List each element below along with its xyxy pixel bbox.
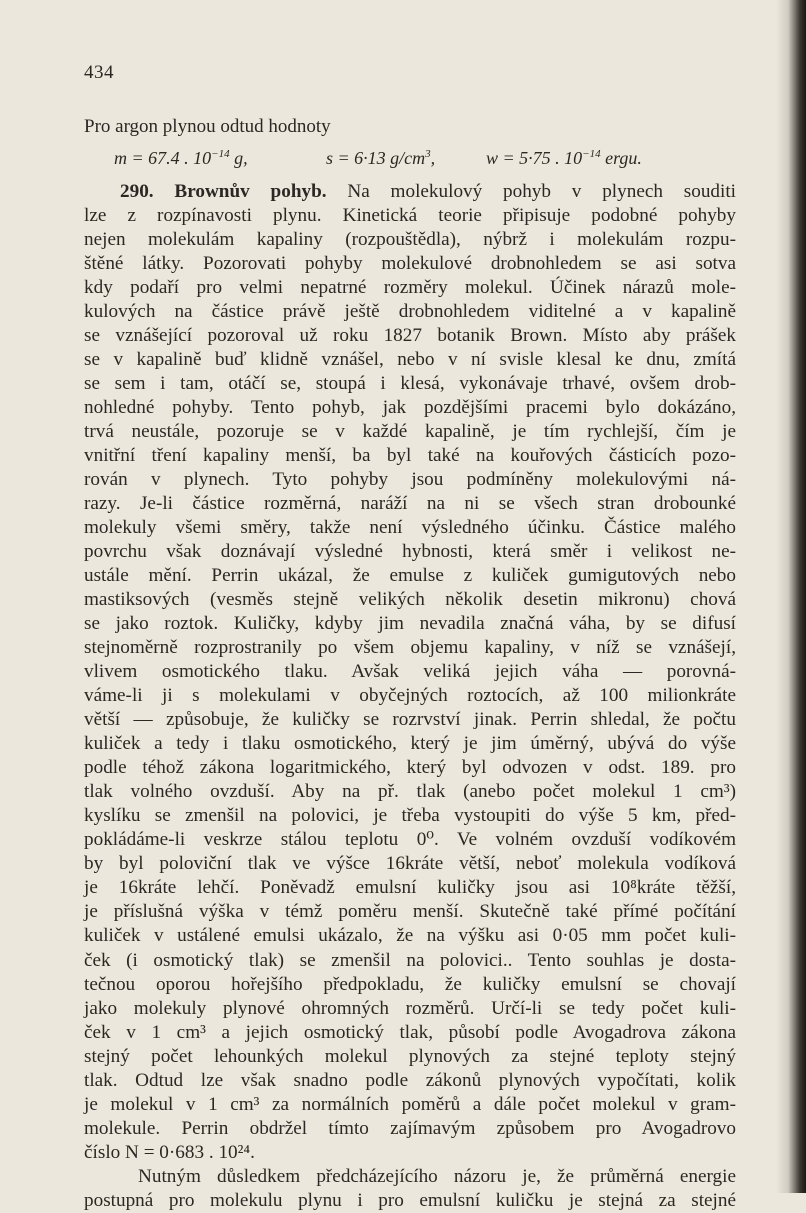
section-heading-line — [84, 180, 736, 204]
formula-energy: w = 5·75 . $10^{-14}$ ergu. — [486, 148, 642, 168]
text-line: jako molekuly plynové ohromných rozměrů. Určí-li se tedy počet kuli- — [84, 997, 736, 1019]
text-line: by byl poloviční tlak ve výšce 16kráte větší, neboť molekula vodíková — [84, 853, 736, 875]
text-line: kuliček a tedy i tlaku osmotického, který je jim úměrný, ubývá do výše — [84, 733, 736, 755]
text-line: Nutným důsledkem předcházejícího názoru je, že průměrná energie — [138, 1165, 736, 1187]
text-line: pokládáme-li veskrze stálou teplotu 0⁰. Ve volném ovzduší vodíkovém — [84, 829, 736, 851]
section-first-line: Na molekulový pohyb v plynech souditi — [347, 181, 736, 202]
text-line: razy. Je-li částice rozměrná, naráží na ni se všech stran drobounké — [84, 493, 736, 515]
text-line: nohledné pohyby. Tento pohyb, jak pozdějšími pracemi bylo dokázáno, — [84, 397, 736, 419]
text-line: ček v 1 cm³ a jejich osmotický tlak, působí podle Avogadrova zákona — [84, 1021, 736, 1043]
text-line: trvá neustále, pozoruje se v každé kapalině, je tím rychlejší, čím je — [84, 421, 736, 443]
formula-density: s = 6·13 $g/cm^3$, — [326, 148, 436, 168]
intro-line: Pro argon plynou odtud hodnoty — [84, 116, 331, 137]
text-line: se sem i tam, otáčí se, stoupá i klesá, vykonávaje trhavé, ovšem drob- — [84, 373, 736, 395]
text-line: kdy podaří pro velmi nepatrné rozměry molekul. Účinek nárazů mole- — [84, 277, 736, 299]
text-line: váme-li ji s molekulami v obyčejných roztocích, až 100 milionkráte — [84, 685, 736, 707]
text-line: kuliček v ustálené emulsi ukázalo, že na výšku asi 0·05 mm počet kuli- — [84, 925, 736, 947]
text-line: je 16kráte lehčí. Poněvadž emulsní kuličky jsou asi 10⁸kráte těžší, — [84, 877, 736, 899]
text-line: ček (i osmotický tlak) se zmenšil na polovici.. Tento souhlas je dosta- — [84, 949, 736, 971]
section-number: 290. — [120, 181, 154, 202]
section-title: Brownův pohyb. — [174, 181, 327, 202]
text-line: stejnoměrně rozprostranily po všem objemu kapaliny, v níž se vznášejí, — [84, 637, 736, 659]
text-line: se vznášející pozoroval už roku 1827 botanik Brown. Místo aby prášek — [84, 325, 736, 347]
text-line: tlak. Odtud lze však snadno podle zákonů plynových vypočítati, kolik — [84, 1069, 736, 1091]
text-line: tlak volného ovzduší. Aby na př. tlak (anebo počet molekul 1 cm³) — [84, 781, 736, 803]
text-line: vnitřní tření kapaliny menší, ba byl také na kouřových částicích pozo- — [84, 445, 736, 467]
text-line: podle téhož zákona logaritmického, který byl odvozen v odst. 189. pro — [84, 757, 736, 779]
text-line: ustále mění. Perrin ukázal, že emulse z kuliček gumigutových nebo — [84, 565, 736, 587]
page-edge-shadow — [776, 0, 806, 1193]
text-line: je molekul v 1 cm³ za normálních poměrů a dále počet molekul v gram- — [84, 1093, 736, 1115]
text-line: postupná pro molekulu plynu i pro emulsní kuličku je stejná za stejné — [84, 1189, 736, 1211]
text-line: stejný počet lehounkých molekul plynových za stejné teploty stejný — [84, 1045, 736, 1067]
text-line: mastiksových (vesměs stejně velikých několik desetin mikronu) chová — [84, 589, 736, 611]
text-line: vlivem osmotického tlaku. Avšak veliká jejich váha — porovná- — [84, 661, 736, 683]
text-line: se jako roztok. Kuličky, kdyby jim nevadila značná váha, by se difusí — [84, 613, 736, 635]
body-text — [84, 180, 736, 1213]
text-line: kyslíku se zmenšil na polovici, je třeba vystoupiti do výše 5 km, před- — [84, 805, 736, 827]
formula-mass: m = 67.4 . $10^{-14}$ g, — [114, 148, 248, 168]
text-line: štěné látky. Pozorovati pohyby molekulové drobnohledem se asi sotva — [84, 253, 736, 275]
text-line: je příslušná výška v témž poměru menší. Skutečně také přímé počítání — [84, 901, 736, 923]
text-line: se v kapalině buď klidně vznášel, nebo v ní svisle klesal ke dnu, zmítá — [84, 349, 736, 371]
text-line: povrchu však doznávají výsledné hybnosti, která směr i velikost ne- — [84, 541, 736, 563]
text-line: lze z rozpínavosti plynu. Kinetická teorie připisuje podobné pohyby — [84, 205, 736, 227]
text-line: kulových na částice právě ještě drobnohledem viditelné a v kapalině — [84, 301, 736, 323]
text-line: molekule. Perrin obdržel tímto zajímavým způsobem pro Avogadrovo — [84, 1117, 736, 1139]
text-line: nejen molekulám kapaliny (rozpouštědla), nýbrž i molekulám rozpu- — [84, 229, 736, 251]
text-line: rován v plynech. Tyto pohyby jsou podmíněny molekulovými ná- — [84, 469, 736, 491]
text-line: tečnou oporou hořejšího předpokladu, že kuličky emulsní se chovají — [84, 973, 736, 995]
page-number: 434 — [84, 62, 114, 83]
text-line: číslo N = 0·683 . 10²⁴. — [84, 1141, 255, 1163]
text-line: molekuly všemi směry, takže není výsledného účinku. Částice malého — [84, 517, 736, 539]
text-line: větší — způsobuje, že kuličky se rozrvství jinak. Perrin shledal, že počtu — [84, 709, 736, 731]
